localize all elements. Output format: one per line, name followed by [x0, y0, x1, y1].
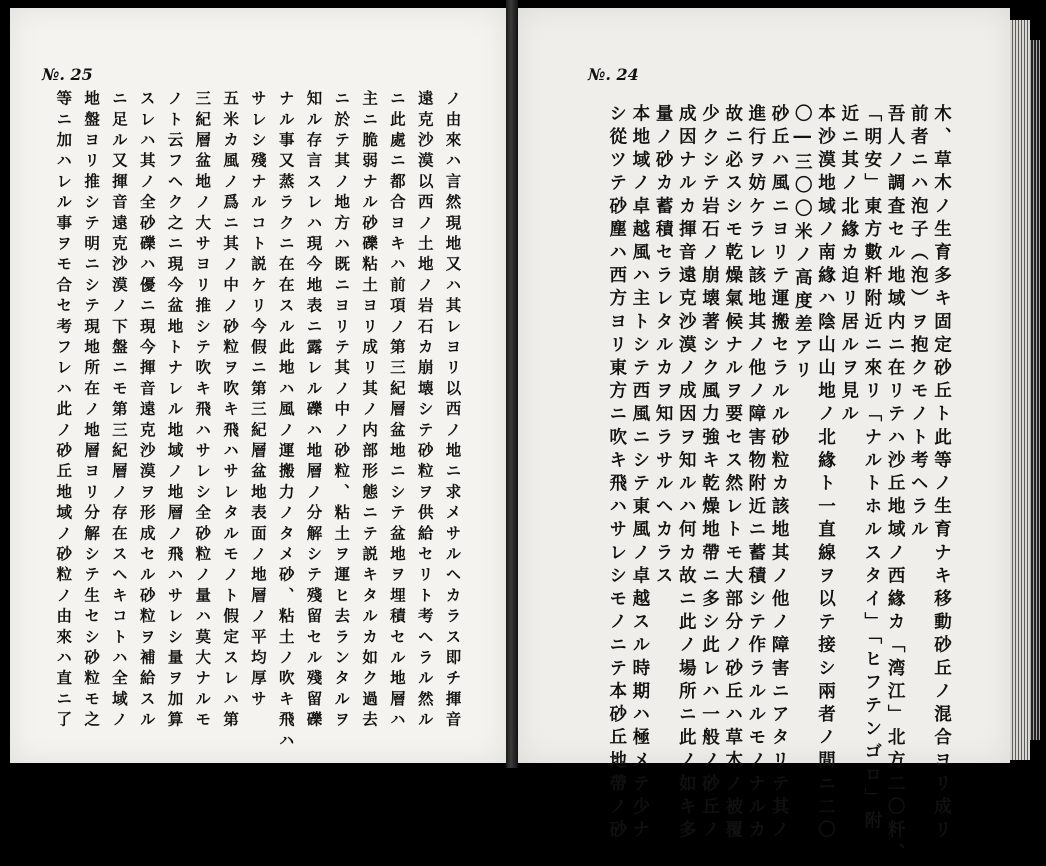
text-column: 本沙漠地域ノ南緣ハ陰山山地ノ北緣ト一直線ヲ以テ接シ兩者ノ間ニ二〇: [815, 104, 836, 844]
text-column: 地盤ヨリ推シテ明ニシテ現地所在ノ地層ヨリ分解シテ生セシ砂粒モ之: [82, 90, 101, 732]
text-column: ノト云フヘク之ニ現今盆地トナレル地域ノ地層ノ飛ハサレシ量ヲ加算: [165, 90, 184, 732]
book-gutter: [506, 0, 518, 768]
page-number: №. 25: [42, 65, 93, 84]
text-column: 三紀層盆地ノ大サヨリ推シテ吹キ飛ハサレシ全砂粒ノ量ハ莫大ナルモ: [193, 90, 212, 732]
text-column: サレシ殘ナルコト説ケリ今假ニ第三紀層盆地表面ノ地層ノ平均厚サ: [248, 90, 267, 711]
text-column: 吾人ノ調査セル地域内ニ在リテハ沙丘地域ノ西緣カ「湾江」北方二〇粁、: [885, 104, 906, 866]
text-column: 成因ナルカ揮音遠克沙漠ノ成因ヲ知ルハ何カ故ニ此ノ場所ニ此ノ如キ多: [676, 104, 697, 844]
text-column: 量ノ砂カ蓄積セラレタルカヲ知ラサルヘカラス: [653, 104, 674, 590]
text-column: 五米カ風ノ爲ニ其ノ中ノ砂粒ヲ吹キ飛ハサレタルモノト假定スレハ第: [221, 90, 240, 732]
left-page: [10, 8, 506, 763]
text-column: 等ニ加ハレル事ヲモ合セ考フレハ此ノ砂丘地域ノ砂粒ノ由來ハ直ニ了: [54, 90, 73, 732]
text-column: 主ニ脆弱ナル砂礫粘土ヨリ成リ其ノ内部形態ニテ説キタルカ如ク過去: [360, 90, 379, 732]
text-column: 少クシテ岩石ノ崩壊著シク風力強キ乾燥地帶ニ多シ此レハ一般ノ砂丘ノ: [699, 104, 720, 844]
text-column: ニ此處ニ都合ヨキハ前項ノ第三紀層盆地ニシテ盆地ヲ埋積セル地層ハ: [387, 90, 406, 732]
text-column: 〇―三〇〇米ノ高度差アリ: [792, 104, 813, 384]
page-edges: [1010, 20, 1030, 760]
text-column: ニ於テ其ノ地方ハ既ニヨリテ其ノ中ノ砂粒、粘土ヲ運ヒ去ランタルヲ: [332, 90, 351, 732]
text-column: 「明安」東方數粁附近ニ來リ「ナルトホルスタイ」「ヒフテンゴロ」附: [861, 104, 882, 835]
text-column: スレハ其ノ全砂礫ハ優ニ現今揮音遠克沙漠ヲ形成セル砂粒ヲ補給スル: [137, 90, 156, 732]
page-number: №. 24: [588, 65, 639, 84]
text-column: 進行ヲ妨ケラレ該地其ノ他ノ障害物附近ニ蓄積シテ作ラルルモノナルカ: [745, 104, 766, 844]
page-edges: [1030, 40, 1040, 740]
text-column: 本地域ノ卓越風ハ主トシテ西風ニシテ東風ノ卓越スル時期ハ極メテ少ナ: [629, 104, 650, 844]
text-column: 砂丘ハ風ニヨリテ運搬セラルル砂粒カ該地其ノ他ノ障害ニアタリテ其ノ: [769, 104, 790, 844]
text-column: 前者ニハ泡子（泡）ヲ抱クモノト考ヘラル: [908, 104, 929, 543]
text-column: 遠克沙漠以西ノ土地ノ岩石カ崩壊シテ砂粒ヲ供給セリト考ヘラル然ル: [415, 90, 434, 732]
text-column: 故ニ必スシモ乾燥氣候ナルヲ要セス然レトモ大部分ノ砂丘ハ草木ノ被覆: [722, 104, 743, 844]
text-column: 木、草木ノ生育多キ固定砂丘ト此等ノ生育ナキ移動砂丘ノ混合ヨリ成リ: [931, 104, 952, 844]
text-column: ノ由來ハ言然現地又ハ其レヨリ以西ノ地ニ求メサルヘカラス即チ揮音: [443, 90, 462, 732]
text-column: ナル事又蒸ラクニ在在スル此地ハ風ノ運搬力ノタメ砂、粘土ノ吹キ飛ハ: [276, 90, 295, 753]
text-column: 知ル存言スレハ現今地表ニ露レル礫ハ地層ノ分解シテ殘留セル殘留礫: [304, 90, 323, 732]
text-column: 近ニ其ノ北緣カ迫リ居ルヲ見ル: [838, 104, 859, 428]
right-page: [518, 8, 1010, 866]
text-column: シ從ツテ砂塵ハ西方ヨリ東方ニ吹キ飛ハサレシモノニテ本砂丘地帶ノ砂: [606, 104, 627, 844]
text-column: ニ足ル又揮音遠克沙漠ノ下盤ニモ第三紀層ノ存在スヘキコトハ全域ノ: [109, 90, 128, 732]
